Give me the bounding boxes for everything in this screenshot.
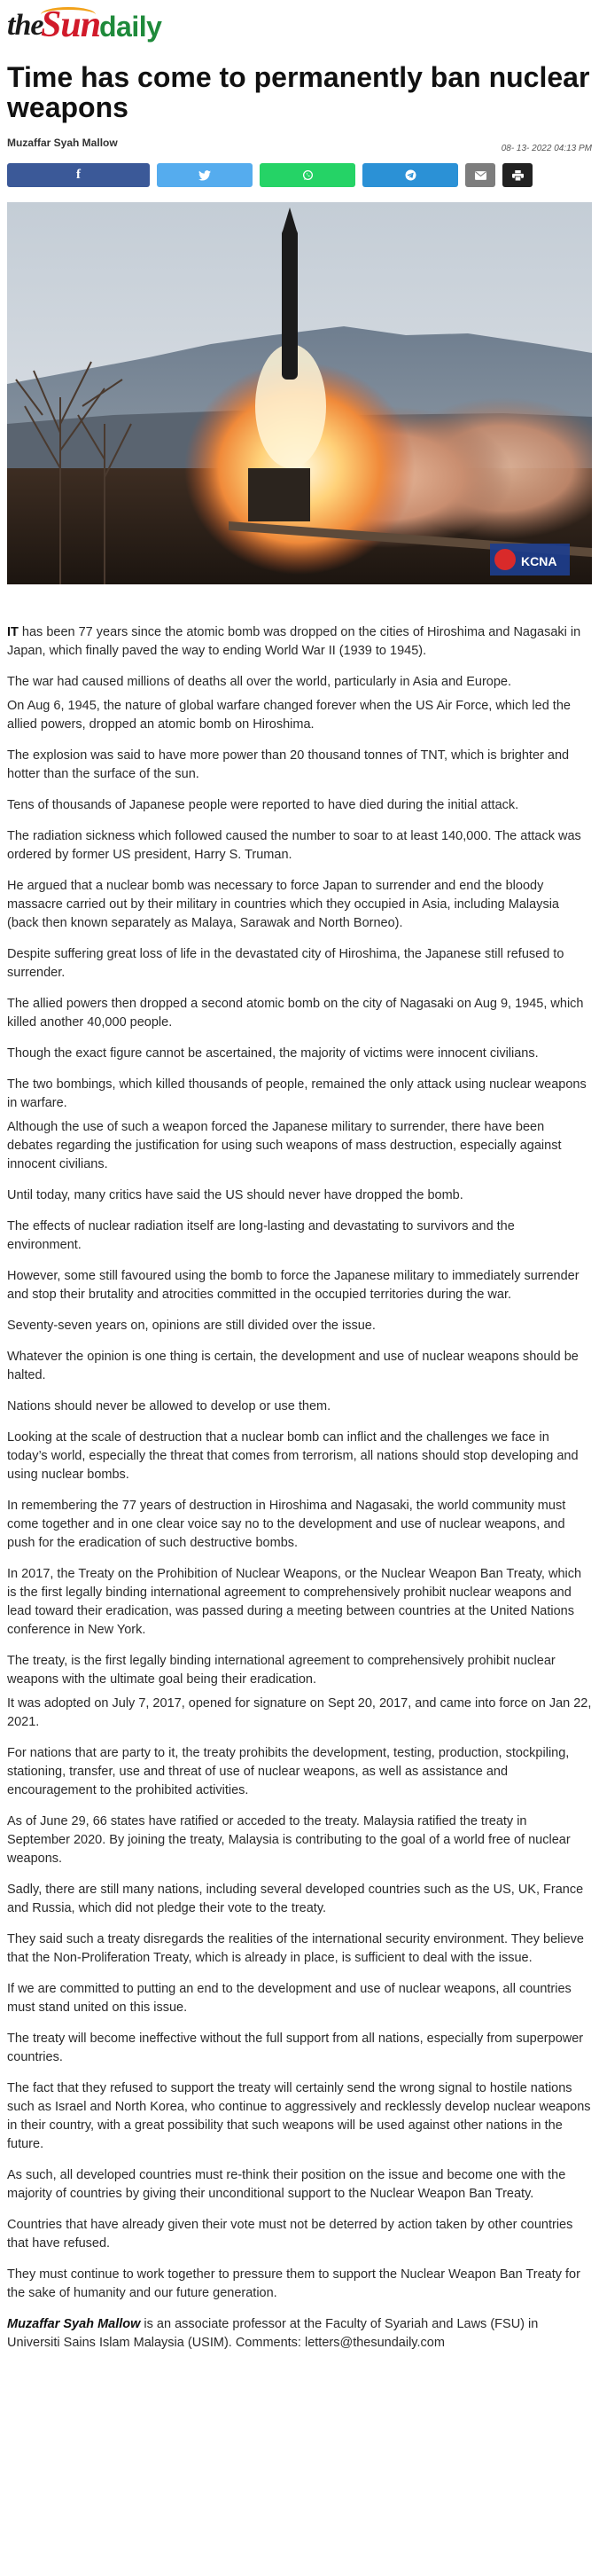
paragraph: Countries that have already given their vote must not be deterred by action taken by other countries that have refused. xyxy=(7,2218,573,2251)
logo-daily: daily xyxy=(99,11,162,43)
paragraph: It was adopted on July 7, 2017, opened for signature on Sept 20, 2017, and came into force on Jan 22, 2021. xyxy=(7,1696,592,1729)
paragraph: The explosion was said to have more power than 20 thousand tonnes of TNT, which is brighter and hotter than the surface of the sun. xyxy=(7,748,570,781)
image-watermark: KCNA xyxy=(521,554,557,568)
share-email-button[interactable] xyxy=(465,163,495,187)
paragraph: Whatever the opinion is one thing is certain, the development and use of nuclear weapons should be halted. xyxy=(7,1350,579,1382)
share-telegram-button[interactable] xyxy=(362,163,458,187)
paragraph: Though the exact figure cannot be ascertained, the majority of victims were innocent civilians. xyxy=(7,1046,539,1061)
paragraph: The allied powers then dropped a second atomic bomb on the city of Nagasaki on Aug 9, 1945, which killed another 40,000 people. xyxy=(7,997,584,1030)
paragraph: The effects of nuclear radiation itself are long-lasting and devastating to survivors and the environment. xyxy=(7,1219,515,1252)
paragraph: The war had caused millions of deaths all over the world, particularly in Asia and Europe. xyxy=(7,675,512,689)
logo-the: the xyxy=(7,9,43,42)
paragraph: Although the use of such a weapon forced the Japanese military to surrender, there have been debates regarding the justification for using such weapons of mass destruction, especially against innocent civilians. xyxy=(7,1120,562,1171)
paragraph: The treaty, is the first legally binding international agreement to comprehensively prohibit nuclear weapons with the ultimate goal being their eradication. xyxy=(7,1654,556,1687)
paragraph: If we are committed to putting an end to the development and use of nuclear weapons, all countries must stand united on this issue. xyxy=(7,1982,572,2015)
facebook-icon: f xyxy=(76,168,81,182)
page xyxy=(7,0,592,2353)
paragraph: For nations that are party to it, the treaty prohibits the development, testing, production, stockpiling, stationing, transfer, use and threat of use of nuclear weapons, as well as assistance and encouragement to the prohibited activities. xyxy=(7,1746,570,1797)
share-whatsapp-button[interactable] xyxy=(260,163,355,187)
paragraph xyxy=(7,623,592,661)
paragraph: On Aug 6, 1945, the nature of global warfare changed forever when the US Air Force, which led the allied powers, dropped an atomic bomb on Hiroshima. xyxy=(7,699,571,732)
author-bio-text: is an associate professor at the Faculty of Syariah and Laws (FSU) in Universiti Sains Islam Malaysia (USIM). Comments: letters@thesundaily.com xyxy=(7,2317,539,2350)
printer-icon xyxy=(512,170,524,181)
share-bar xyxy=(7,163,592,187)
article-body xyxy=(7,623,592,2353)
article-meta xyxy=(7,131,592,158)
paragraph: As of June 29, 66 states have ratified or acceded to the treaty. Malaysia ratified the treaty in September 2020. By joining the treaty, Malaysia is contributing to the goal of a world free of nuclear weapons. xyxy=(7,1814,571,1866)
print-button[interactable] xyxy=(502,163,533,187)
logo-sun: Sun xyxy=(41,4,101,45)
paragraph: They must continue to work together to pressure them to support the Nuclear Weapon Ban Treaty for the sake of humanity and our future generation. xyxy=(7,2267,580,2300)
whatsapp-icon xyxy=(302,169,314,181)
twitter-icon xyxy=(198,170,211,181)
article-image xyxy=(7,202,592,584)
paragraph: Looking at the scale of destruction that a nuclear bomb can inflict and the challenges we face in today’s world, especially the threat that comes from terrorism, all nations should stop developing and using nuclear bombs. xyxy=(7,1430,579,1482)
paragraph: The treaty will become ineffective without the full support from all nations, especially from superpower countries. xyxy=(7,2032,584,2064)
share-facebook-button[interactable] xyxy=(7,163,150,187)
paragraph: Until today, many critics have said the US should never have dropped the bomb. xyxy=(7,1188,463,1202)
paragraph: However, some still favoured using the bomb to force the Japanese military to immediately surrender and stop their brutality and atrocities committed in the occupied territories during the war. xyxy=(7,1269,580,1302)
author-bio xyxy=(7,2315,592,2353)
paragraph: He argued that a nuclear bomb was necessary to force Japan to surrender and end the bloody massacre carried out by their military in countries which they occupied in Asia, including Malaysia (back then known separately as Malaya, Sarawak and North Borneo). xyxy=(7,879,559,930)
site-logo[interactable] xyxy=(7,0,592,62)
paragraph: The fact that they refused to support the treaty will certainly send the wrong signal to hostile nations such as Israel and North Korea, who continue to aggressively and recklessly develop nuclear weapons in their country, with a great possibility that such weapons will be used against other nations in the future. xyxy=(7,2081,591,2151)
author-bio-name: Muzaffar Syah Mallow xyxy=(7,2317,141,2331)
telegram-icon xyxy=(405,169,416,181)
paragraph: In 2017, the Treaty on the Prohibition of Nuclear Weapons, or the Nuclear Weapon Ban Treaty, which is the first legally binding international agreement to comprehensively prohibit nuclear weapons and lead toward their eradication, was passed during a meeting between countries at the United Nations conference in New York. xyxy=(7,1567,582,1637)
paragraph: Nations should never be allowed to develop or use them. xyxy=(7,1399,331,1413)
paragraph: Tens of thousands of Japanese people were reported to have died during the initial attack. xyxy=(7,798,519,812)
paragraph: Seventy-seven years on, opinions are still divided over the issue. xyxy=(7,1319,376,1333)
paragraph: Sadly, there are still many nations, including several developed countries such as the US, UK, France and Russia, which did not pledge their vote to the treaty. xyxy=(7,1883,584,1915)
paragraph: They said such a treaty disregards the realities of the international security environment. They believe that the Non-Proliferation Treaty, which is already in place, is sufficient to deal with the issue. xyxy=(7,1932,584,1965)
article-date: 08- 13- 2022 04:13 PM xyxy=(501,144,592,153)
paragraph: The radiation sickness which followed caused the number to soar to at least 140,000. The attack was ordered by former US president, Harry S. Truman. xyxy=(7,829,581,862)
paragraph: In remembering the 77 years of destruction in Hiroshima and Nagasaki, the world community must come together and in one clear voice say no to the development and use of nuclear weapons, and push for the eradication of such destructive bombs. xyxy=(7,1499,566,1550)
envelope-icon xyxy=(475,171,486,180)
paragraph: The two bombings, which killed thousands of people, remained the only attack using nuclear weapons in warfare. xyxy=(7,1077,587,1110)
article-author: Muzaffar Syah Mallow xyxy=(7,137,118,149)
share-twitter-button[interactable] xyxy=(157,163,253,187)
paragraph-text: has been 77 years since the atomic bomb was dropped on the cities of Hiroshima and Nagasaki in Japan, which finally paved the way to ending World War II (1939 to 1945). xyxy=(7,625,581,658)
paragraph: Despite suffering great loss of life in the devastated city of Hiroshima, the Japanese still refused to surrender. xyxy=(7,947,564,980)
article-title: Time has come to permanently ban nuclear weapons xyxy=(7,61,590,123)
lead-word: IT xyxy=(7,625,19,639)
paragraph: As such, all developed countries must re-think their position on the issue and become one with the majority of countries by giving their unconditional support to the Nuclear Weapon Ban Treaty. xyxy=(7,2168,566,2201)
missile-launch-photo xyxy=(7,202,592,584)
